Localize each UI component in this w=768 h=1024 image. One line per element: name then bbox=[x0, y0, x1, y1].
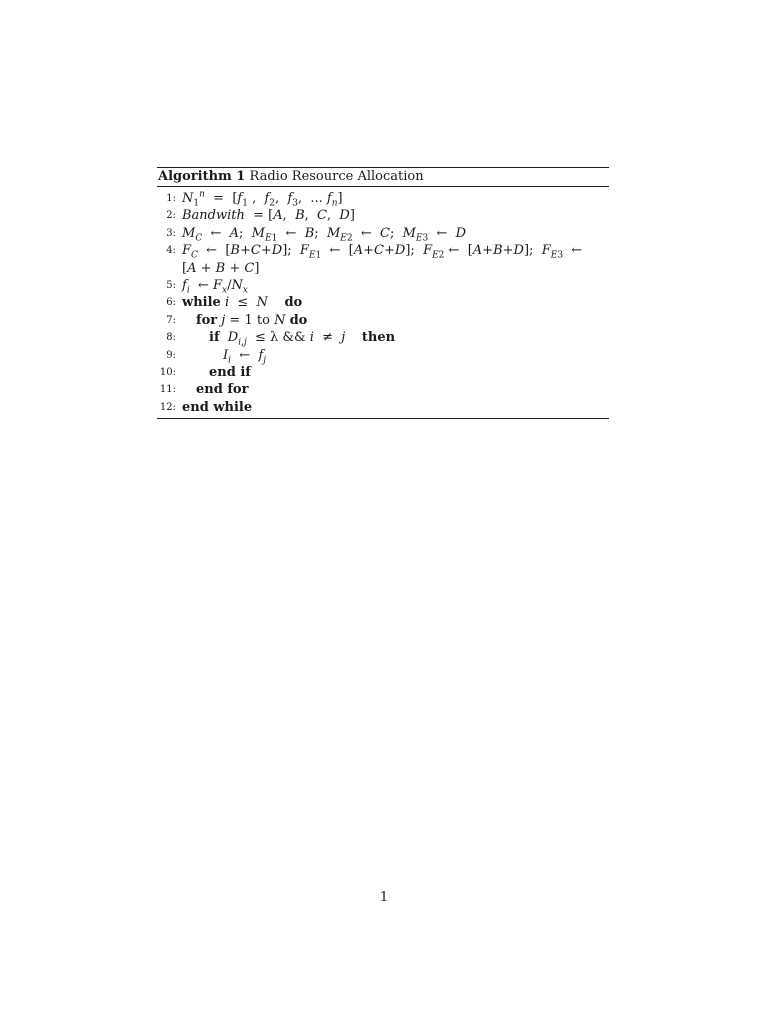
line-number: 1: bbox=[166, 193, 176, 204]
line-number: 3: bbox=[166, 227, 176, 239]
keyword-then: then bbox=[361, 330, 396, 346]
keyword-end-if: end if bbox=[209, 364, 251, 380]
line-code: $f_i$ ← $F_x/N_x$ bbox=[182, 277, 248, 296]
line-number: 12: bbox=[159, 401, 176, 413]
line-number: 10: bbox=[159, 366, 176, 378]
algorithm-line-12 bbox=[157, 399, 609, 416]
keyword-if: if bbox=[209, 330, 220, 346]
algorithm-line-3 bbox=[157, 225, 609, 242]
line-number: 4: bbox=[166, 245, 176, 257]
algorithm-line-5 bbox=[157, 277, 609, 294]
keyword-end-for: end for bbox=[196, 382, 249, 398]
line-number: 9: bbox=[166, 349, 176, 361]
keyword-while: while bbox=[182, 295, 221, 311]
line-code: Bandwith = [A, B, C, D] bbox=[182, 208, 355, 224]
line-code: $I_i$ ← $f_j$ bbox=[223, 347, 267, 366]
line-code: while i ≤ N do bbox=[182, 295, 303, 311]
line-code: for j = 1 to N do bbox=[196, 312, 308, 328]
algorithm-body bbox=[157, 187, 609, 418]
algorithm-label: Algorithm 1 bbox=[158, 169, 246, 184]
keyword-to: to bbox=[256, 312, 270, 328]
algorithm-line-7 bbox=[157, 312, 609, 329]
line-number: 7: bbox=[166, 314, 176, 326]
line-code: $M_C$ ← A; $M_{E1}$ ← B; $M_{E2}$ ← C; $M_{E3}$ ← D bbox=[182, 225, 467, 244]
line-code: [A + B + C] bbox=[182, 260, 260, 276]
algorithm-line-6 bbox=[157, 294, 609, 311]
algorithm-line-11 bbox=[157, 381, 609, 398]
algorithm-title: Radio Resource Allocation bbox=[249, 169, 424, 184]
algorithm-line-8 bbox=[157, 329, 609, 346]
line-number: 11: bbox=[159, 384, 176, 396]
line-code: if $D_{i,j} \le \lambda$ && i ≠ j then bbox=[209, 330, 396, 348]
line-code: $F_C$ ← [B+C+D]; $F_{E1}$ ← [A+C+D]; $F_{E2}$ ← [A+B+D]; $F_{E3}$ ← bbox=[182, 243, 583, 261]
algorithm-caption bbox=[157, 168, 609, 187]
keyword-for: for bbox=[196, 312, 218, 328]
page-number: 1 bbox=[379, 890, 389, 905]
keyword-do: do bbox=[284, 295, 303, 311]
line-number: 5: bbox=[166, 279, 176, 291]
line-code: $N_1^n = [f_1$ , $f_2$, $f_3$, ... $f_n$] bbox=[182, 189, 343, 209]
line-number: 2: bbox=[166, 210, 176, 222]
keyword-do: do bbox=[289, 312, 308, 328]
algorithm-block bbox=[157, 167, 609, 419]
line-number: 8: bbox=[166, 332, 176, 344]
line-number: 6: bbox=[166, 297, 176, 309]
algorithm-line-4-cont bbox=[157, 260, 609, 277]
algorithm-line-10 bbox=[157, 364, 609, 381]
algorithm-line-1 bbox=[157, 190, 609, 207]
keyword-end-while: end while bbox=[182, 399, 253, 415]
algorithm-line-9 bbox=[157, 347, 609, 364]
algorithm-line-4 bbox=[157, 242, 609, 259]
algorithm-line-2 bbox=[157, 207, 609, 224]
